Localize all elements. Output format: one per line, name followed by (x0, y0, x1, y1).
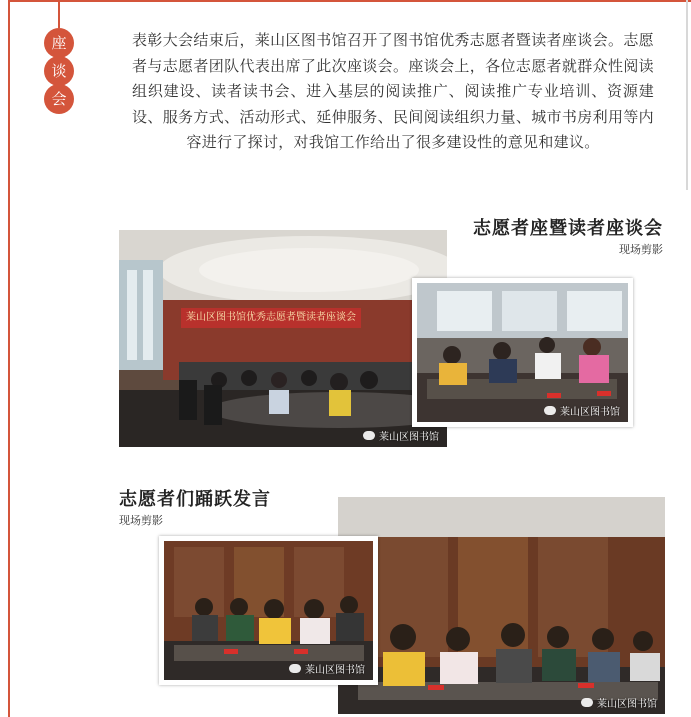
section-tab-char-3: 会 (44, 84, 74, 114)
frame-left-border (8, 0, 10, 717)
tab-connector-line (58, 0, 60, 28)
speakers-inset-photo (159, 536, 378, 685)
wechat-icon (289, 664, 301, 673)
block1-heading: 志愿者座暨读者座谈会 (473, 218, 663, 239)
speakers-photo (338, 497, 665, 714)
meeting-room-photo (119, 230, 447, 447)
section-tab-char-2: 谈 (44, 56, 74, 86)
wechat-icon (544, 406, 556, 415)
watermark (581, 695, 657, 710)
intro-paragraph: 表彰大会结束后，莱山区图书馆召开了图书馆优秀志愿者暨读者座谈会。志愿者与志愿者团队代表出席了此次座谈会。座谈会上，各位志愿者就群众性阅读组织建设、读者读书会、进入基层的阅读推广、阅读推广专业培训、资源建设、服务方式、活动形式、延伸服务、民间阅读组织力量、城市书房利用等内容进行了探讨，对我馆工作给出了很多建设性的意见和建议。 (132, 31, 654, 151)
block1-caption: 现场剪影 (619, 243, 663, 256)
watermark (544, 403, 620, 418)
watermark (289, 661, 365, 676)
block2-heading: 志愿者们踊跃发言 (119, 489, 271, 510)
frame-right-divider (686, 0, 688, 190)
watermark (363, 428, 439, 443)
block2-caption: 现场剪影 (119, 514, 163, 527)
frame-top-border (8, 0, 691, 2)
wechat-icon (363, 431, 375, 440)
watermark-label: 莱山区图书馆 (560, 407, 620, 418)
watermark-label: 莱山区图书馆 (597, 699, 657, 710)
section-tab-char-1: 座 (44, 28, 74, 58)
meeting-banner: 莱山区图书馆优秀志愿者暨读者座谈会 (181, 308, 361, 328)
wechat-icon (581, 698, 593, 707)
meeting-inset-photo (412, 278, 633, 427)
watermark-label: 莱山区图书馆 (379, 432, 439, 443)
watermark-label: 莱山区图书馆 (305, 665, 365, 676)
